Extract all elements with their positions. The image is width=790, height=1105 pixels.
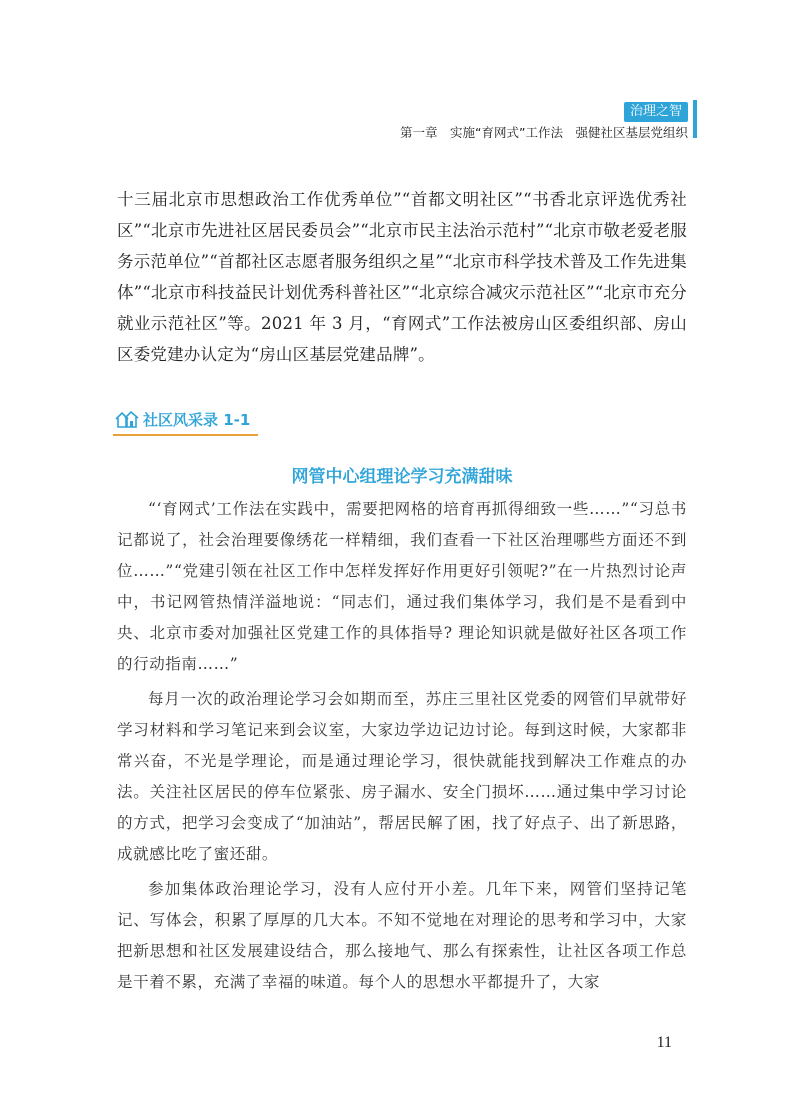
story-text [117,494,687,1002]
story-title: 网管中心组理论学习充满甜味 [291,467,513,487]
running-header [400,100,688,142]
page-number: 11 [656,1034,672,1051]
body-text [117,184,687,370]
story-paragraph: 参加集体政治理论学习，没有人应付开小差。几年下来，网管们坚持记笔记、写体会，积累了厚厚的几大本。不知不觉地在对理论的思考和学习中，大家把新思想和社区发展建设结合，那么接地气、那么有探索性，让社区各项工作总是干着不累，充满了幸福的味道。每个人的思想水平都提升了，大家 [117,880,687,991]
header-tag: 治理之智 [624,102,688,122]
section-tag [113,406,258,436]
section-tag-label: 社区风采录 1-1 [143,411,251,429]
header-chapter-title: 第一章 实施“育网式”工作法 强健社区基层党组织 [400,125,688,140]
story-paragraph: “‘育网式’工作法在实践中，需要把网格的培育再抓得细致一些……”“习总书记都说了，社会治理要像绣花一样精细，我们查看一下社区治理哪些方面还不到位……”“党建引领在社区工作中怎样发挥好作用更好引领呢?”在一片热烈讨论声中，书记网管热情洋溢地说：“同志们，通过我们集体学习，我们是不是看到中央、北京市委对加强社区党建工作的具体指导? 理论知识就是做好社区各项工作的行动指南……” [117,500,687,673]
story-paragraph: 每月一次的政治理论学习会如期而至，苏庄三里社区党委的网管们早就带好学习材料和学习笔记来到会议室，大家边学边记边讨论。每到这时候，大家都非常兴奋，不光是学理论，而是通过理论学习，很快就能找到解决工作难点的办法。关注社区居民的停车位紧张、房子漏水、安全门损坏……通过集中学习讨论的方式，把学习会变成了“加油站”，帮居民解了困，找了好点子、出了新思路，成就感比吃了蜜还甜。 [117,690,687,863]
body-paragraph: 十三届北京市思想政治工作优秀单位”“首都文明社区”“书香北京评选优秀社区”“北京市先进社区居民委员会”“北京市民主法治示范村”“北京市敬老爱老服务示范单位”“首都社区志愿者服务组织之星”“北京市科学技术普及工作先进集体”“北京市科技益民计划优秀科普社区”“北京综合减灾示范社区”“北京市充分就业示范社区”等。2021 年 3 月，“育网式”工作法被房山区委组织部、房山区委党建办认定为“房山区基层党建品牌”。 [117,190,687,364]
header-accent-bar [693,100,697,138]
house-icon [115,410,139,428]
